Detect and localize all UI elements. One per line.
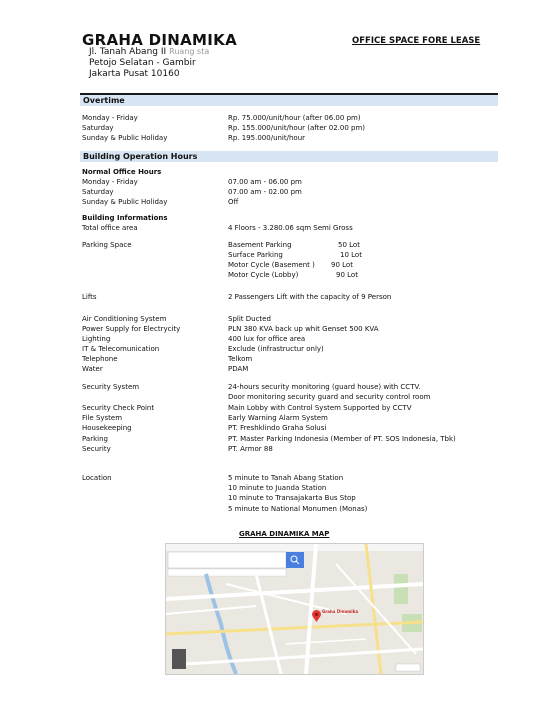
hours-label: Monday - Friday: [82, 178, 138, 186]
service-label: Housekeeping: [82, 424, 132, 432]
service-value: PT. Freshklindo Graha Solusi: [228, 424, 327, 432]
location-line: 5 minute to Tanah Abang Station: [228, 474, 344, 482]
utility-label: Water: [82, 365, 103, 373]
utility-value: Exclude (infrastructur only): [228, 345, 324, 353]
service-label: File System: [82, 414, 123, 422]
overtime-label: Sunday & Public Holiday: [82, 134, 168, 142]
parking-qty: 90 Lot: [331, 261, 353, 269]
location-line: 10 minute to Juanda Station: [228, 484, 327, 492]
security-system-label: Security System: [82, 383, 140, 391]
map-graphic: [166, 544, 423, 674]
utility-label: Air Conditioning System: [82, 315, 167, 323]
location-map[interactable]: [165, 543, 424, 675]
utility-label: Lighting: [82, 335, 111, 343]
address-line-3: Jakarta Pusat 10160: [89, 69, 180, 79]
map-pin-label: Graha Dinamika: [322, 609, 359, 614]
overtime-value: Rp. 75.000/unit/hour (after 06.00 pm): [228, 114, 361, 122]
parking-label: Parking Space: [82, 241, 132, 249]
parking-name: Motor Cycle (Basement ): [228, 261, 315, 269]
normal-hours-title: Normal Office Hours: [82, 168, 162, 176]
utility-value: PLN 380 KVA back up whit Genset 500 KVA: [228, 325, 379, 333]
service-value: PT. Armor 88: [228, 445, 273, 453]
overtime-value: Rp. 155.000/unit/hour (after 02.00 pm): [228, 124, 366, 132]
parking-name: Surface Parking: [228, 251, 283, 259]
location-line: 5 minute to National Monumen (Monas): [228, 505, 368, 513]
building-info-title: Building Informations: [82, 214, 168, 222]
overtime-label: Saturday: [82, 124, 114, 132]
security-system-line: Door monitoring security guard and security control room: [228, 393, 431, 401]
utility-value: Split Ducted: [228, 315, 271, 323]
hours-value: 07.00 am - 02.00 pm: [228, 188, 302, 196]
overtime-heading: Overtime: [80, 95, 498, 106]
lifts-value: 2 Passengers Lift with the capacity of 9 Person: [228, 293, 392, 301]
parking-qty: 50 Lot: [338, 241, 360, 249]
service-value: Main Lobby with Control System Supported by CCTV: [228, 404, 412, 412]
parking-qty: 90 Lot: [336, 271, 358, 279]
hours-label: Saturday: [82, 188, 114, 196]
utility-value: 400 lux for office area: [228, 335, 306, 343]
company-name: GRAHA DINAMIKA: [82, 31, 237, 49]
hours-value: Off: [228, 198, 239, 206]
service-value: PT. Master Parking Indonesia (Member of PT. SOS Indonesia, Tbk): [228, 435, 456, 443]
overtime-value: Rp. 195.000/unit/hour: [228, 134, 306, 142]
service-value: Early Warning Alarm System: [228, 414, 328, 422]
service-label: Parking: [82, 435, 108, 443]
operation-heading: Building Operation Hours: [80, 151, 498, 162]
parking-name: Motor Cycle (Lobby): [228, 271, 299, 279]
location-label: Location: [82, 474, 112, 482]
hours-label: Sunday & Public Holiday: [82, 198, 168, 206]
map-title: GRAHA DINAMIKA MAP: [239, 530, 330, 538]
hours-value: 07.00 am - 06.00 pm: [228, 178, 302, 186]
location-pin-icon[interactable]: [312, 607, 321, 619]
parking-name: Basement Parking: [228, 241, 292, 249]
service-label: Security Check Point: [82, 404, 155, 412]
overtime-label: Monday - Friday: [82, 114, 138, 122]
address-line-2: Petojo Selatan - Gambir: [89, 58, 196, 68]
utility-label: Telephone: [82, 355, 118, 363]
address-line-1: Jl. Tanah Abang II Ruang sta: [89, 47, 210, 57]
total-office-label: Total office area: [82, 224, 138, 232]
utility-value: Telkom: [228, 355, 253, 363]
total-office-value: 4 Floors - 3.280.06 sqm Semi Gross: [228, 224, 353, 232]
service-label: Security: [82, 445, 111, 453]
location-line: 10 minute to Transajakarta Bus Stop: [228, 494, 356, 502]
utility-label: IT & Telecomunication: [82, 345, 160, 353]
utility-value: PDAM: [228, 365, 249, 373]
address-note: Ruang sta: [169, 47, 210, 56]
lifts-label: Lifts: [82, 293, 97, 301]
lease-title: OFFICE SPACE FORE LEASE: [352, 36, 481, 46]
security-system-line: 24-hours security monitoring (guard house) with CCTV.: [228, 383, 421, 391]
parking-qty: 10 Lot: [340, 251, 362, 259]
utility-label: Power Supply for Electrycity: [82, 325, 181, 333]
